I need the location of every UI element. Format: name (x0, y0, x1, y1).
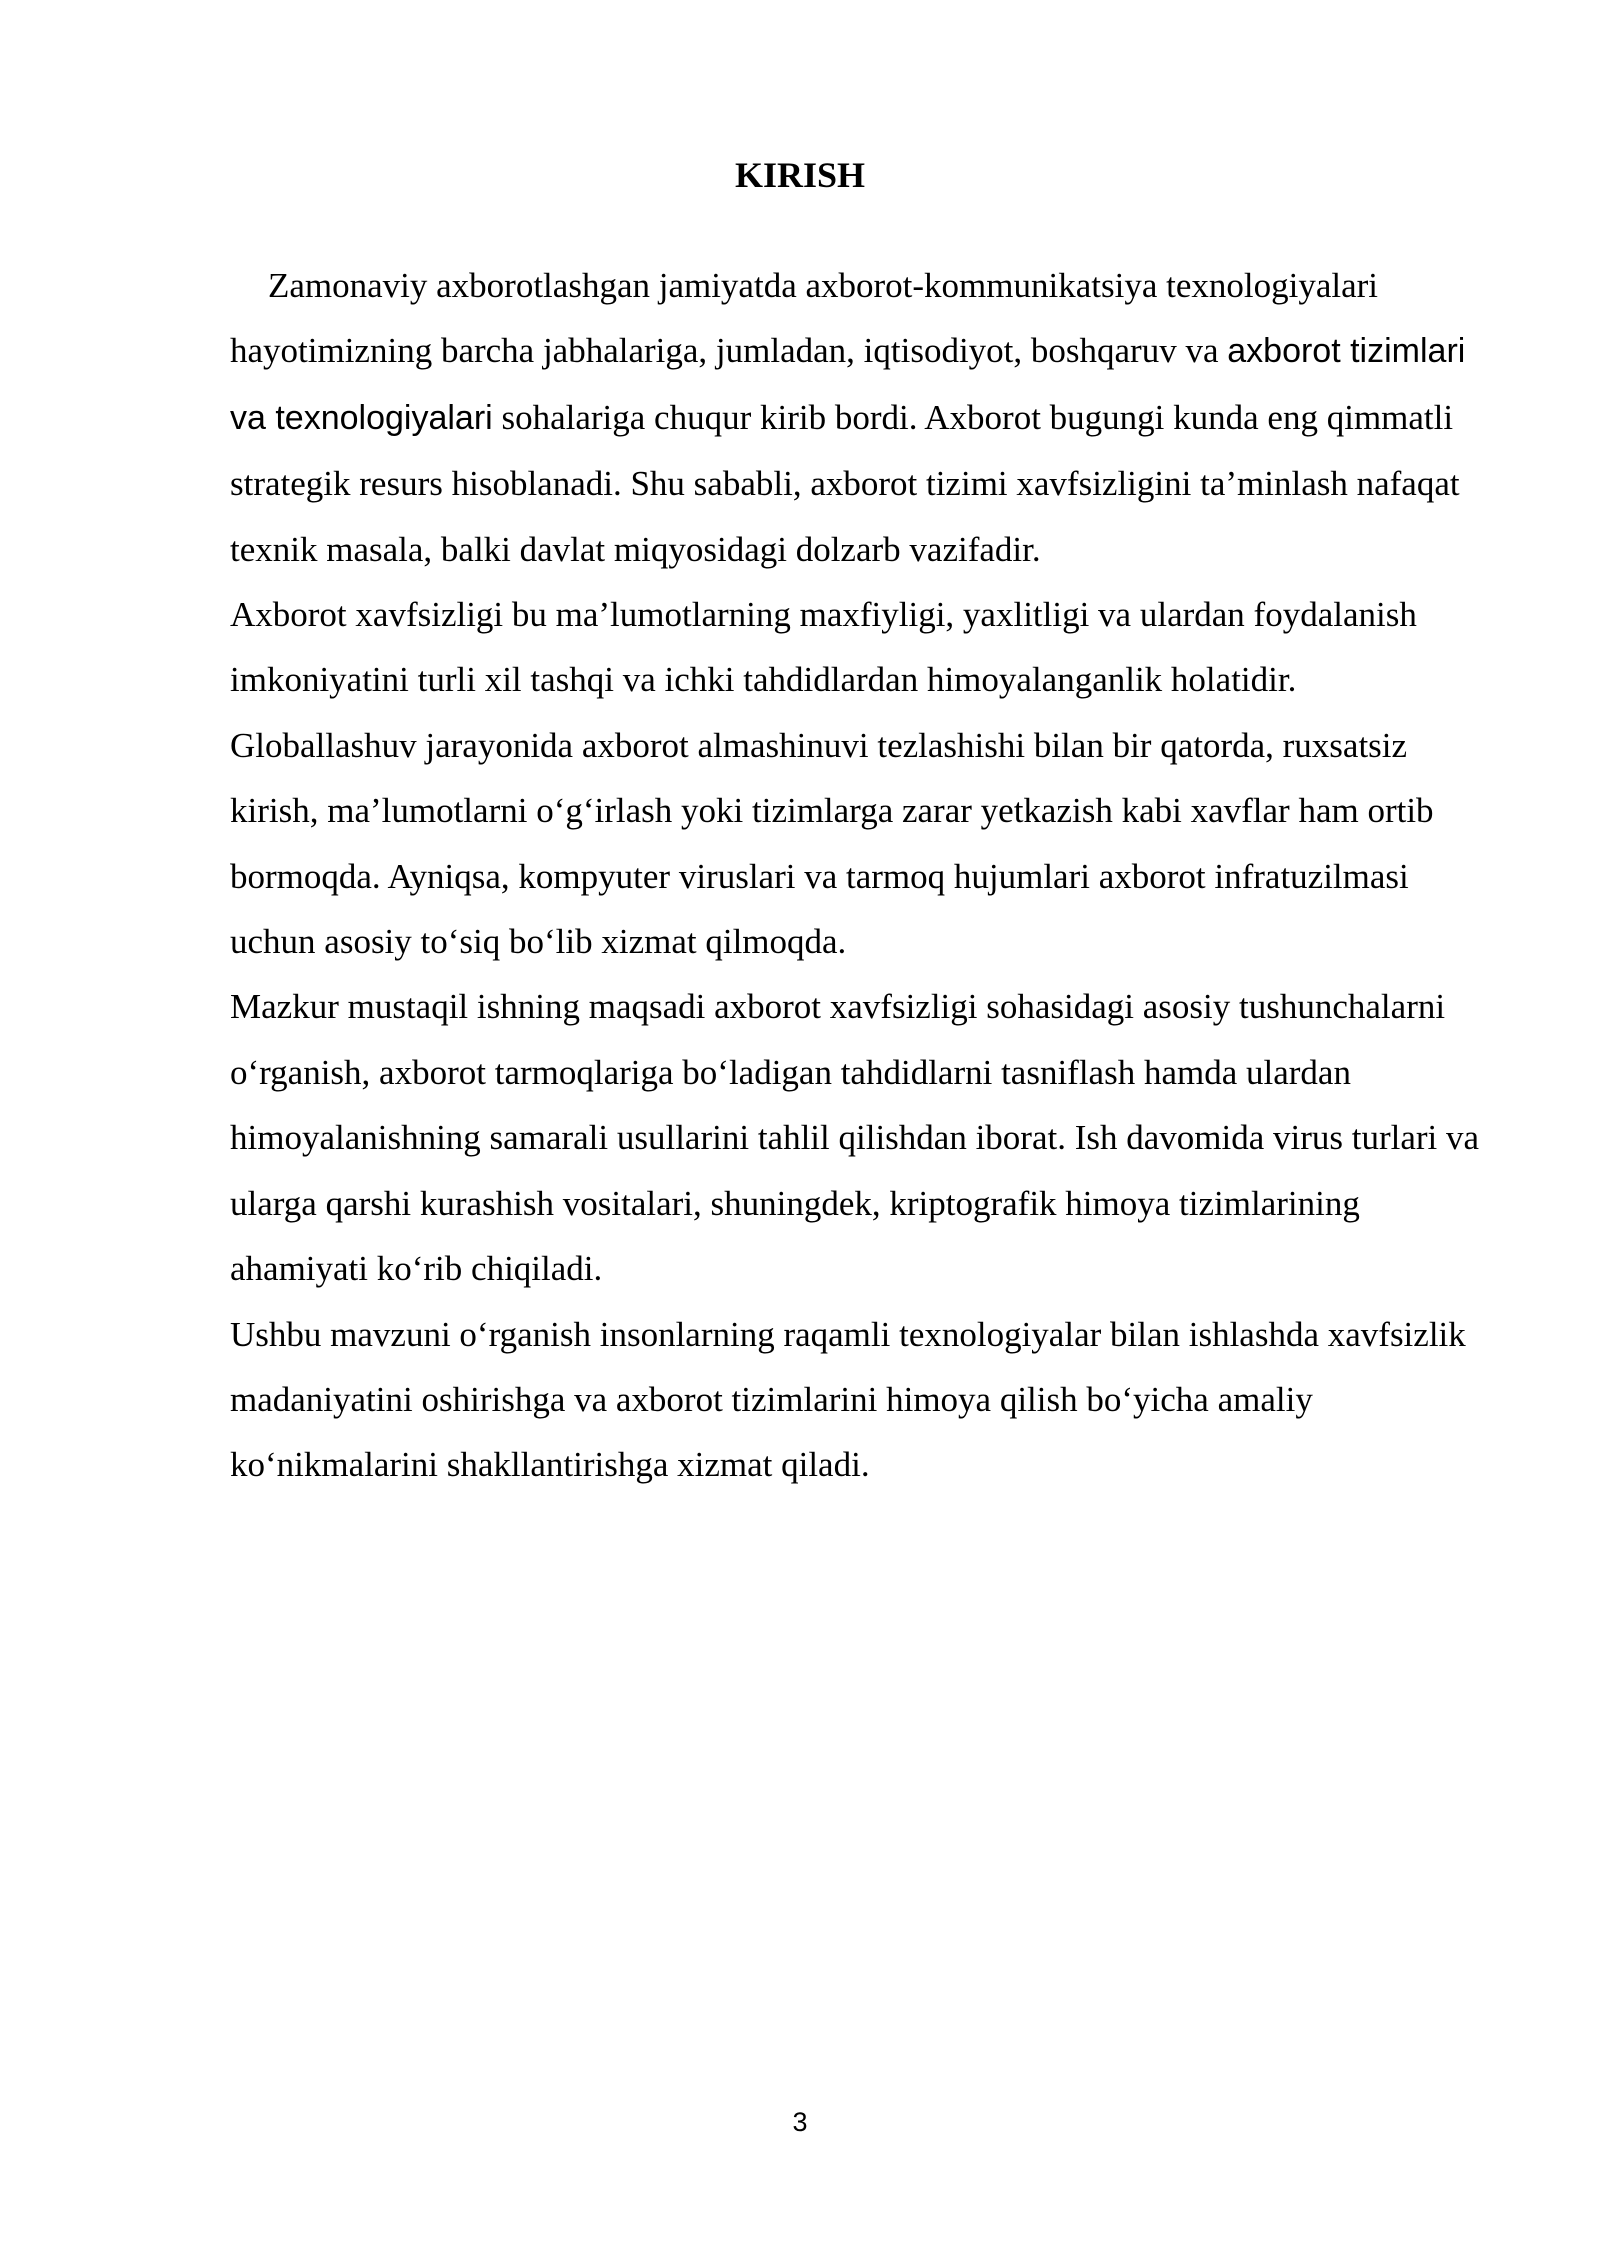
paragraph-conclusion: Ushbu mavzuni o‘rganish insonlarning raqamli texnologiyalar bilan ishlashda xavfsizlik madaniyatini oshirishga va axborot tizimlarini himoya qilish bo‘yicha amaliy ko‘nikmalarini shakllantirishga xizmat qiladi. (230, 1314, 1466, 1485)
page-heading: KIRISH (734, 155, 866, 195)
body-text (230, 253, 1490, 1498)
paragraph-intro-part-1: Zamonaviy axborotlashgan jamiyatda axborot-kommunikatsiya texnologiyalari hayotimizning barcha jabhalariga, jumladan, iqtisodiyot, boshqaruv va (230, 266, 1378, 371)
paragraph-definition: Axborot xavfsizligi bu ma’lumotlarning maxfiyligi, yaxlitligi va ulardan foydalanish imkoniyatini turli xil tashqi va ichki tahdidlardan himoyalanganlik holatidir. Globallashuv jarayonida axborot almashinuvi tezlashishi bilan bir qatorda, ruxsatsiz kirish, ma’lumotlarni o‘g‘irlash yoki tizimlarga zarar yetkazish kabi xavflar ham ortib bormoqda. Ayniqsa, kompyuter viruslari va tarmoq hujumlari axborot infratuzilmasi uchun asosiy to‘siq bo‘lib xizmat qilmoqda. (230, 595, 1434, 962)
page-number: 3 (792, 2107, 808, 2137)
paragraph-goal: Mazkur mustaqil ishning maqsadi axborot xavfsizligi sohasidagi asosiy tushunchalarni o‘rganish, axborot tarmoqlariga bo‘ladigan tahdidlarni tasniflash hamda ulardan himoyalanishning samarali usullarini tahlil qilishdan iborat. Ish davomida virus turlari va ularga qarshi kurashish vositalari, shuningdek, kriptografik himoya tizimlarining ahamiyati ko‘rib chiqiladi. (230, 987, 1480, 1289)
paragraph-intro-sans-phrase: axborot tizimlari va texnologiyalari (230, 332, 1466, 437)
paragraph-intro-part-2: sohalariga chuqur kirib bordi. Axborot bugungi kunda eng qimmatli strategik resurs hisoblanadi. Shu sababli, axborot tizimi xavfsizligini ta’minlash nafaqat texnik masala, balki davlat miqyosidagi dolzarb vazifadir. (230, 397, 1460, 569)
paragraph-intro (230, 253, 1490, 582)
